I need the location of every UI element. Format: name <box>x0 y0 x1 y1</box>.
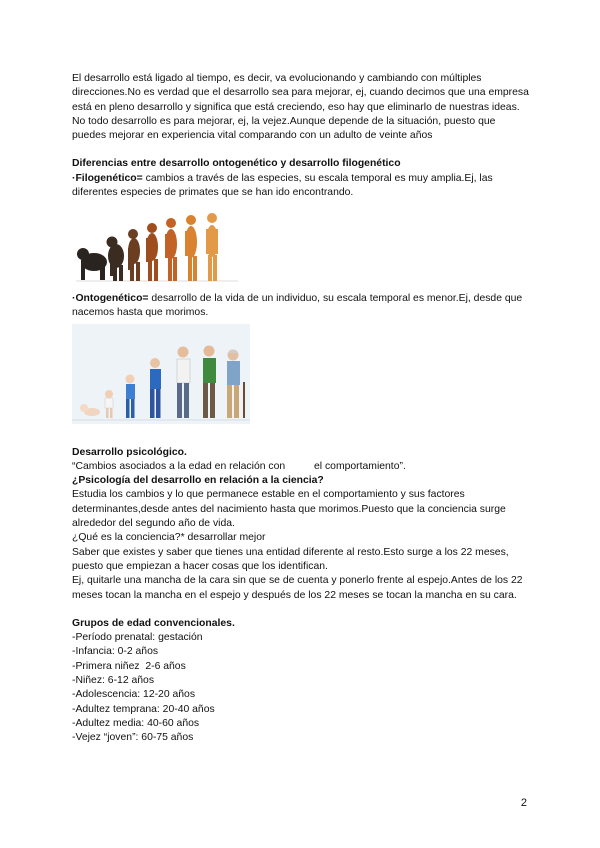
grupos-item: -Infancia: 0-2 años <box>72 646 159 658</box>
ciencia-paragraph-1: Estudia los cambios y lo que permanece estable en el comportamiento y sus factores determinantes,desde antes del nacimiento hasta que morimos.Puesto que la conciencia surge alrededor del segundo año de vida. <box>72 489 506 530</box>
ontogenetico-text: desarrollo de la vida de un individuo, su escala temporal es menor.Ej, desde que nacemos hasta que morimos. <box>72 292 523 318</box>
diferencias-heading: Diferencias entre desarrollo ontogenético y desarrollo filogenético <box>72 158 401 170</box>
filogenetico-term: ·Filogenético= <box>72 172 143 184</box>
ciencia-paragraph-4: Ej, quitarle una mancha de la cara sin que se de cuenta y ponerlo frente al espejo.Antes de los 22 meses tocan la mancha en el espejo y después de los 22 meses se tocan la mancha en su cara. <box>72 575 523 601</box>
ontogenetico-paragraph <box>72 292 532 321</box>
psicologico-quote: “Cambios asociados a la edad en relación con el comportamiento”. <box>72 460 406 472</box>
filogenetico-text: cambios a través de las especies, su escala temporal es muy amplia.Ej, las diferentes especies de primates que se han ido encontrando. <box>72 172 493 199</box>
grupos-item: -Adultez temprana: 20-40 años <box>72 703 215 715</box>
document-body <box>72 72 532 746</box>
ciencia-paragraph-2: ¿Qué es la conciencia?* desarrollar mejor <box>72 532 266 544</box>
grupos-item: -Adolescencia: 12-20 años <box>72 689 196 701</box>
page-number: 2 <box>520 797 527 809</box>
evolution-illustration <box>72 204 532 289</box>
ciencia-paragraph-3: Saber que existes y saber que tienes una entidad diferente al resto.Esto surge a los 22 meses, puesto que empiezan a hacer cosas que los identifican. <box>72 546 509 572</box>
psicologico-heading: Desarrollo psicológico. <box>72 446 187 458</box>
filogenetico-paragraph <box>72 172 532 201</box>
grupos-item: -Vejez “joven”: 60-75 años <box>72 732 194 744</box>
grupos-heading: Grupos de edad convencionales. <box>72 617 235 629</box>
intro-paragraph-1: El desarrollo está ligado al tiempo, es decir, va evolucionando y cambiando con múltiples direcciones.No es verdad que el desarrollo sea para mejorar, ej, cuando decimos que una empresa está en pleno desarrollo y significa que está creciendo, eso hay que eliminarlo de nuestras ideas. <box>72 73 529 113</box>
ontogenetico-term: ·Ontogenético= <box>72 292 149 304</box>
ciencia-heading: ¿Psicología del desarrollo en relación a la ciencia? <box>72 475 324 487</box>
intro-paragraph-2: No todo desarrollo es para mejorar, ej, la vejez.Aunque depende de la situación, puesto que puedes mejorar en experiencia vital comparando con un adulto de veinte años <box>72 115 496 142</box>
grupos-item: -Período prenatal: gestación <box>72 632 203 644</box>
life-stages-illustration <box>72 324 532 429</box>
grupos-item: -Primera niñez 2-6 años <box>72 660 186 672</box>
grupos-item: -Niñez: 6-12 años <box>72 675 155 687</box>
grupos-item: -Adultez media: 40-60 años <box>72 717 200 729</box>
